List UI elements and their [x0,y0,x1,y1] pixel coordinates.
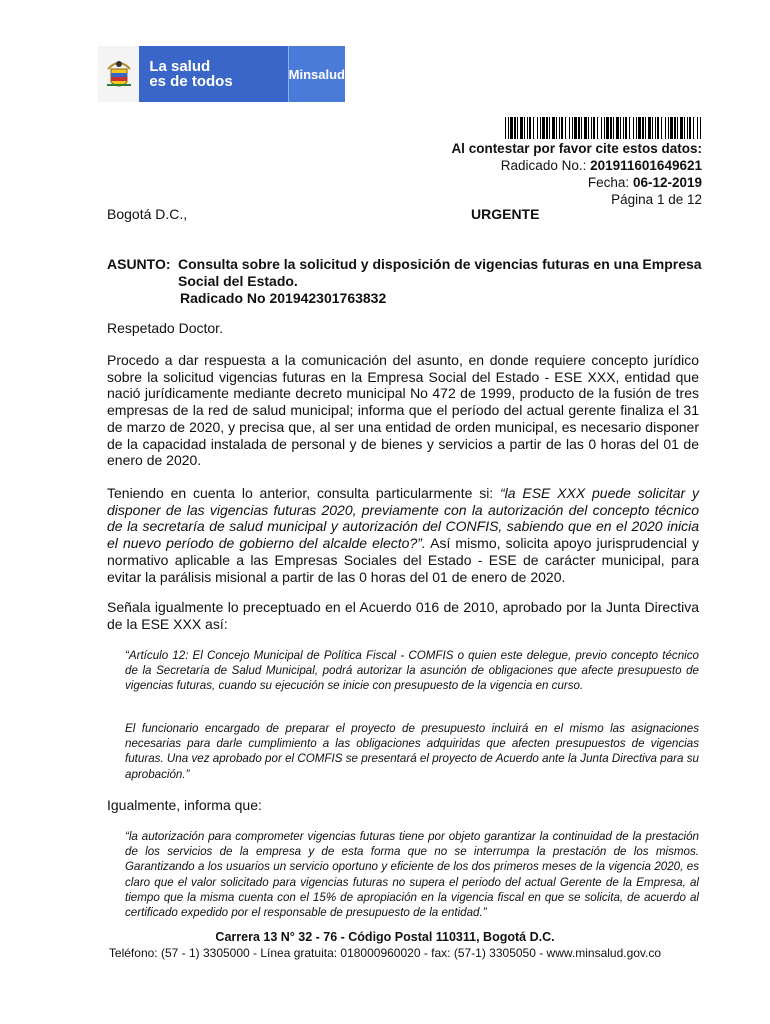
barcode-icon [505,117,702,139]
paragraph-1: Procedo a dar respuesta a la comunicación del asunto, en donde requiere concepto jurídico sobre la solicitud vigencias futuras en la Empresa Social del Estado - ESE XXX, entidad que nació jurídicamente mediante decreto municipal No 472 de 1999, producto de la fusión de tres empresas de la red de salud municipal; informa que el período del actual gerente finaliza el 31 de marzo de 2020, y precisa que, al ser una entidad de orden municipal, es necesario disponer de la capacidad instalada de personal y de bienes y servicios a partir de las 0 horas del 01 de enero de 2020. [107,352,699,469]
logo-line2: es de todos [149,73,233,90]
reference-block [451,140,702,208]
subject [107,256,707,307]
footer-contact: Teléfono: (57 - 1) 3305000 - Línea gratuita: 018000960020 - fax: (57-1) 3305050 - www.minsalud.gov.co [108,946,662,960]
paragraph-2-start: Teniendo en cuenta lo anterior, consulta particularmente si: [107,485,500,501]
paragraph-2 [107,485,699,585]
city: Bogotá D.C., [107,206,188,222]
quote-authorization: “la autorización para comprometer vigencias futuras tiene por objeto garantizar la continuidad de la prestación de los servicios de la empresa y de esta forma que no se interrumpa la prestación de los mismos. Garantizando a los usuarios un servicio oportuno y eficiente de los dos primeros meses de la vigencia 2020, es claro que el valor solicitado para vigencias futuras no supera el periodo del actual Gerente de la Empresa, al tiempo que la misma cuenta con el 15% de apropiación en la vigencia fiscal en que se solicita, de acuerdo al certificado expedido por el responsable de presupuesto de la entidad.” [125,830,699,920]
logo-line1: La salud [149,58,211,75]
paragraph-2-end: Así mismo, solicita apoyo jurisprudencial y normativo aplicable a las Empresas Sociales del Estado - ESE de carácter municipal, para evitar la parálisis misional a partir de las 0 horas del 01 de enero de 2020. [107,535,699,585]
fecha-value: 06-12-2019 [632,175,702,190]
subject-radicado: Radicado No 201942301763832 [180,290,387,306]
paragraph-4: Igualmente, informa que: [107,797,262,813]
subject-label: ASUNTO: [107,256,171,272]
footer-address: Carrera 13 N° 32 - 76 - Código Postal 110311, Bogotá D.C. [215,930,555,944]
paragraph-3: Señala igualmente lo preceptuado en el Acuerdo 016 de 2010, aprobado por la Junta Directiva de la ESE XXX así: [107,599,699,632]
paragraph-2-quote: “la ESE XXX puede solicitar y disponer de las vigencias futuras 2020, previamente con la autorización del concepto técnico de la secretaría de salud municipal y autorización del CONFIS, sabiendo que en el 2020 inicia el nuevo período de gobierno del alcalde electo?”. [107,485,699,552]
coat-of-arms-icon [98,46,139,102]
logo-brand: Minsalud [288,46,345,102]
page-number: Página 1 de 12 [611,192,702,207]
logo-slogan [139,46,287,102]
minsalud-logo [98,46,345,102]
cite-label: Al contestar por favor cite estos datos: [451,141,702,156]
radicado-value: 201911601649621 [590,158,702,173]
fecha-label: Fecha: [587,175,633,190]
subject-text: Consulta sobre la solicitud y disposición de vigencias futuras en una Empresa Social del Estado. [178,256,702,289]
urgency-label: URGENTE [471,206,540,222]
quote-budget-official: El funcionario encargado de preparar el proyecto de presupuesto incluirá en el mismo las asignaciones necesarias para darle cumplimiento a las obligaciones adquiridas que afecten presupuestos de vigencias futuras. Una vez aprobado por el COMFIS se presentará el proyecto de Acuerdo ante la Junta Directiva para su aprobación.” [125,722,699,781]
quote-article-12: “Artículo 12: El Concejo Municipal de Política Fiscal - COMFIS o quien este delegue, previo concepto técnico de la Secretaría de Salud Municipal, podrá autorizar la asunción de obligaciones que afecte presupuesto de vigencias futuras, cuando su ejecución se inicie con presupuesto de la vigencia en curso. [125,649,699,693]
radicado-label: Radicado No.: [500,158,591,173]
greeting: Respetado Doctor. [107,320,223,336]
